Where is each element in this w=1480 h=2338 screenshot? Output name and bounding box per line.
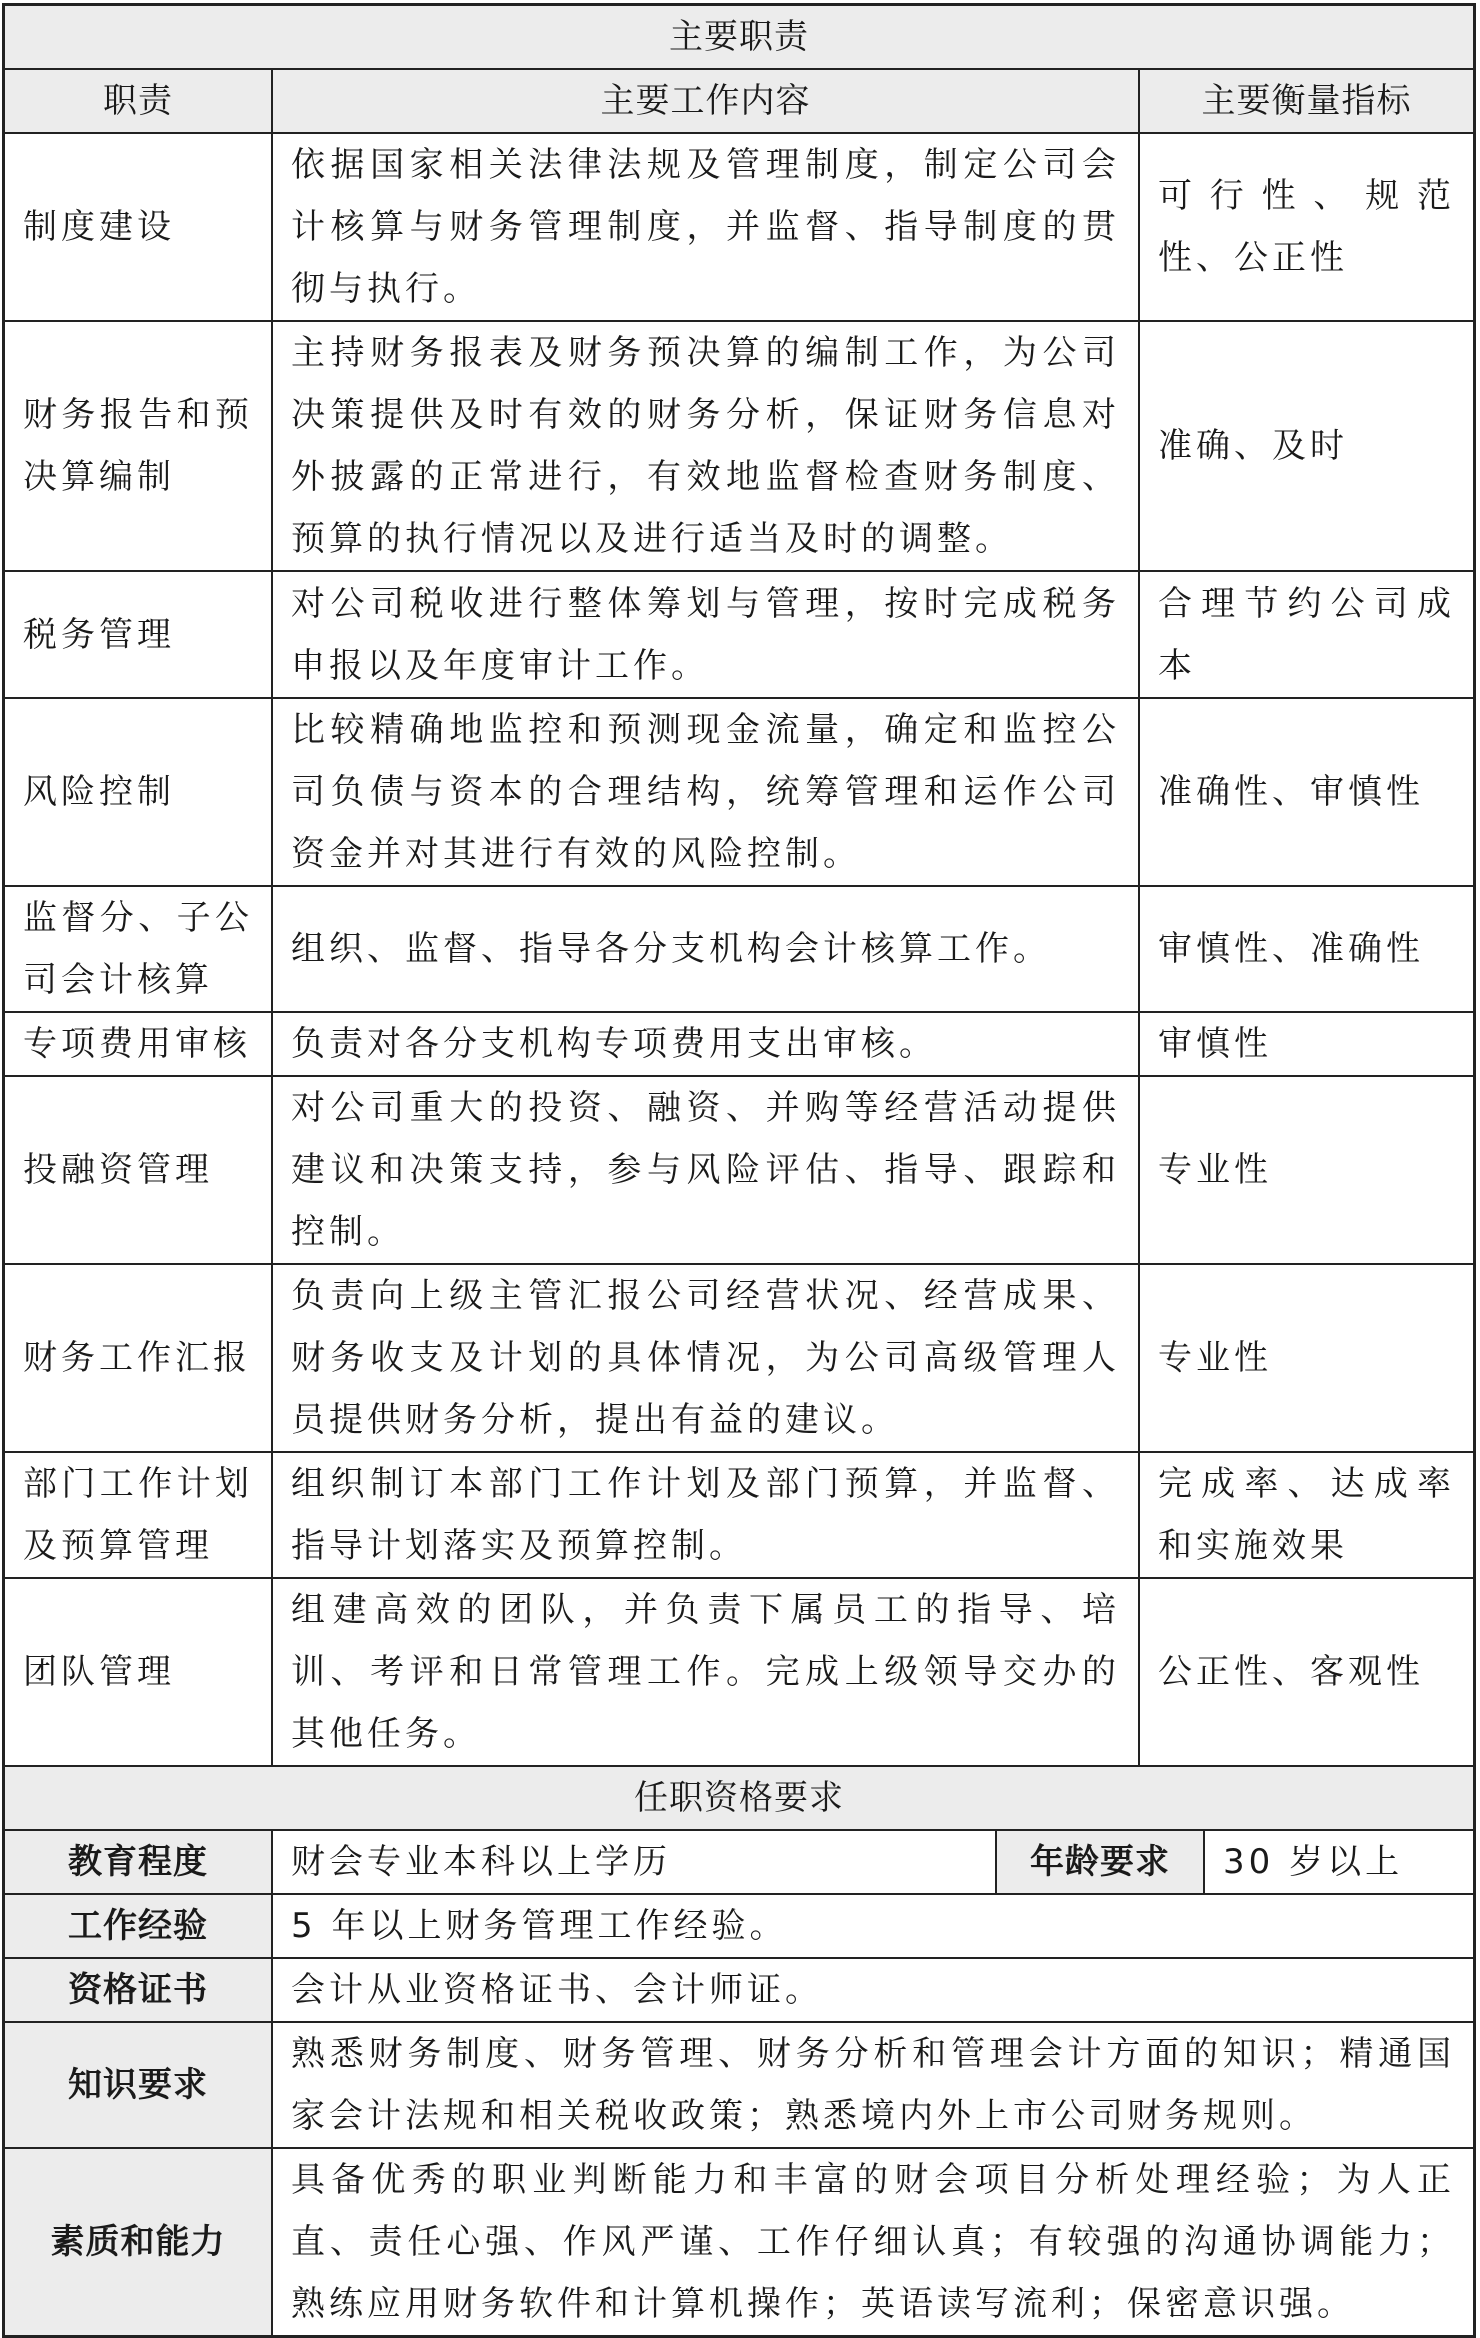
duty-content-cell: 依据国家相关法律法规及管理制度，制定公司会计核算与财务管理制度，并监督、指导制度的贯彻与执行。 (272, 133, 1139, 321)
header-metric: 主要衡量指标 (1139, 69, 1473, 133)
duty-duty-cell: 监督分、子公司会计核算 (5, 886, 272, 1012)
duty-row (5, 571, 1473, 698)
duty-duty-cell: 风险控制 (5, 698, 272, 886)
duty-content-cell: 负责向上级主管汇报公司经营状况、经营成果、财务收支及计划的具体情况，为公司高级管理人员提供财务分析，提出有益的建议。 (272, 1264, 1139, 1452)
duty-duty-cell: 专项费用审核 (5, 1012, 272, 1076)
duty-row (5, 1012, 1473, 1076)
age-label: 年龄要求 (996, 1830, 1204, 1894)
duty-content-cell: 比较精确地监控和预测现金流量，确定和监控公司负债与资本的合理结构，统筹管理和运作公司资金并对其进行有效的风险控制。 (272, 698, 1139, 886)
duty-duty-cell: 税务管理 (5, 571, 272, 698)
duty-row (5, 1264, 1473, 1452)
duty-content-cell: 主持财务报表及财务预决算的编制工作，为公司决策提供及时有效的财务分析，保证财务信息对外披露的正常进行，有效地监督检查财务制度、预算的执行情况以及进行适当及时的调整。 (272, 321, 1139, 571)
education-label: 教育程度 (5, 1830, 272, 1894)
experience-value: 5 年以上财务管理工作经验。 (272, 1894, 1473, 1958)
duty-metric-cell: 审慎性、准确性 (1139, 886, 1473, 1012)
knowledge-label: 知识要求 (5, 2022, 272, 2148)
duty-row (5, 133, 1473, 321)
duty-duty-cell: 部门工作计划及预算管理 (5, 1452, 272, 1578)
section-title-qualifications: 任职资格要求 (5, 1767, 1473, 1830)
section-title-duties: 主要职责 (5, 6, 1473, 69)
qualifications-table (5, 1767, 1473, 2335)
certificate-value: 会计从业资格证书、会计师证。 (272, 1958, 1473, 2022)
duty-metric-cell: 合理节约公司成本 (1139, 571, 1473, 698)
duty-row (5, 321, 1473, 571)
duty-duty-cell: 财务报告和预决算编制 (5, 321, 272, 571)
duty-content-cell: 对公司税收进行整体筹划与管理，按时完成税务申报以及年度审计工作。 (272, 571, 1139, 698)
knowledge-value: 熟悉财务制度、财务管理、财务分析和管理会计方面的知识；精通国家会计法规和相关税收政策；熟悉境内外上市公司财务规则。 (272, 2022, 1473, 2148)
duty-metric-cell: 准确性、审慎性 (1139, 698, 1473, 886)
duty-metric-cell: 公正性、客观性 (1139, 1578, 1473, 1766)
duty-metric-cell: 可行性、规范性、公正性 (1139, 133, 1473, 321)
duty-duty-cell: 财务工作汇报 (5, 1264, 272, 1452)
duty-duty-cell: 制度建设 (5, 133, 272, 321)
duty-metric-cell: 完成率、达成率和实施效果 (1139, 1452, 1473, 1578)
duty-row (5, 1076, 1473, 1264)
duty-content-cell: 组建高效的团队，并负责下属员工的指导、培训、考评和日常管理工作。完成上级领导交办的其他任务。 (272, 1578, 1139, 1766)
duty-row (5, 698, 1473, 886)
duty-metric-cell: 专业性 (1139, 1076, 1473, 1264)
duties-table (5, 6, 1473, 1767)
duty-metric-cell: 专业性 (1139, 1264, 1473, 1452)
header-content: 主要工作内容 (272, 69, 1139, 133)
duty-duty-cell: 团队管理 (5, 1578, 272, 1766)
duty-content-cell: 组织制订本部门工作计划及部门预算，并监督、指导计划落实及预算控制。 (272, 1452, 1139, 1578)
duty-row (5, 1452, 1473, 1578)
duty-row (5, 1578, 1473, 1766)
certificate-label: 资格证书 (5, 1958, 272, 2022)
duty-metric-cell: 准确、及时 (1139, 321, 1473, 571)
duty-duty-cell: 投融资管理 (5, 1076, 272, 1264)
duty-content-cell: 负责对各分支机构专项费用支出审核。 (272, 1012, 1139, 1076)
ability-value: 具备优秀的职业判断能力和丰富的财会项目分析处理经验；为人正直、责任心强、作风严谨、工作仔细认真；有较强的沟通协调能力；熟练应用财务软件和计算机操作；英语读写流利；保密意识强。 (272, 2148, 1473, 2335)
education-value: 财会专业本科以上学历 (272, 1830, 996, 1894)
ability-label: 素质和能力 (5, 2148, 272, 2335)
duty-metric-cell: 审慎性 (1139, 1012, 1473, 1076)
duty-content-cell: 组织、监督、指导各分支机构会计核算工作。 (272, 886, 1139, 1012)
header-duty: 职责 (5, 69, 272, 133)
duty-content-cell: 对公司重大的投资、融资、并购等经营活动提供建议和决策支持，参与风险评估、指导、跟踪和控制。 (272, 1076, 1139, 1264)
age-value: 30 岁以上 (1204, 1830, 1473, 1894)
experience-label: 工作经验 (5, 1894, 272, 1958)
job-description-table (2, 3, 1476, 2338)
duty-row (5, 886, 1473, 1012)
